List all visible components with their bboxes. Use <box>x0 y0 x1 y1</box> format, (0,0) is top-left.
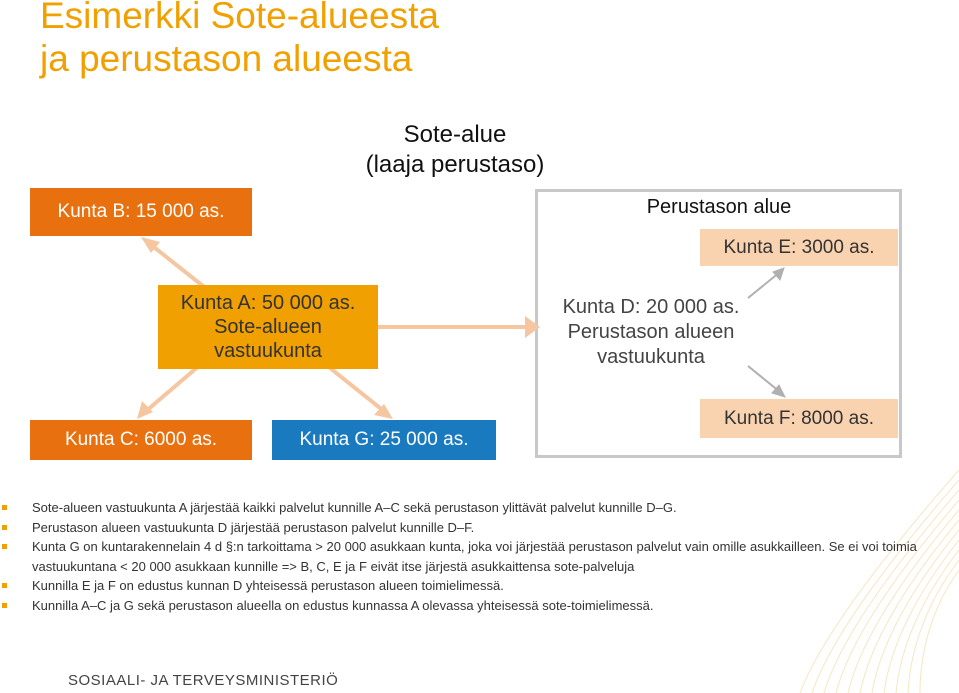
arrow-a-to-b <box>150 244 208 290</box>
bullet-icon <box>2 603 7 608</box>
bullet-text: Kunnilla E ja F on edustus kunnan D yhteisessä perustason alueen toimielimessä. <box>32 578 504 593</box>
kunta-a-line-2: Sote-alueen <box>214 316 322 338</box>
page-title <box>40 0 439 80</box>
bullet-item <box>0 596 959 616</box>
title-line-1: Esimerkki Sote-alueesta <box>40 0 439 36</box>
bullet-item <box>0 576 959 596</box>
perustaso-area-label: Perustason alue <box>646 196 792 218</box>
title-line-2: ja perustason alueesta <box>40 38 413 79</box>
kunta-d-line-3: vastuukunta <box>597 345 705 368</box>
kunta-a-box <box>158 285 378 369</box>
bullet-list <box>0 498 959 615</box>
bullet-text: Perustason alueen vastuukunta D järjestää perustason palvelut kunnille D–F. <box>32 519 475 535</box>
bullet-icon <box>2 525 7 530</box>
arrow-d-to-f <box>748 366 780 392</box>
kunta-d-line-2: Perustason alueen <box>567 320 735 343</box>
kunta-d-line-1: Kunta D: 20 000 as. <box>562 295 740 318</box>
bullet-text: Kunta G on kuntarakennelain 4 d §:n tarkoittama > 20 000 asukkaan kunta, joka voi järjestää perustason palvelut vain omille asukkailleen. Se ei voi toimia vastuukuntana < 20 000 asukkaan kunnille => B, C, E ja F eivät itse järjestä asukkaittensa sote-palveluja <box>32 539 917 574</box>
kunta-e-box: Kunta E: 3000 as. <box>700 229 898 266</box>
kunta-a-line-1: Kunta A: 50 000 as. <box>180 292 356 314</box>
bullet-item <box>0 498 959 518</box>
bullet-text: Kunnilla A–C ja G sekä perustason alueella on edustus kunnassa A olevassa yhteisessä sote-toimielimessä. <box>32 597 654 613</box>
sote-area-line-1: Sote-alue <box>403 121 507 148</box>
bullet-item <box>0 518 959 538</box>
bullet-icon <box>2 544 7 549</box>
arrow-a-to-c <box>145 365 200 412</box>
ministry-logo-text: SOSIAALI- JA TERVEYSMINISTERIÖ <box>68 672 339 689</box>
sote-area-line-2: (laaja perustaso) <box>365 151 545 178</box>
arrow-a-to-g <box>330 368 385 412</box>
sote-area-label <box>340 120 570 180</box>
bullet-item <box>0 537 959 576</box>
bullet-text: Sote-alueen vastuukunta A järjestää kaikki palvelut kunnille A–C sekä perustason ylittävät palvelut kunnille D–G. <box>32 500 677 515</box>
kunta-b-box: Kunta B: 15 000 as. <box>30 188 252 236</box>
bullet-icon <box>2 583 7 588</box>
bullet-icon <box>2 505 7 510</box>
kunta-d-box <box>548 296 754 368</box>
arrow-d-to-e <box>748 272 780 298</box>
kunta-c-box: Kunta C: 6000 as. <box>30 420 252 460</box>
kunta-a-line-3: vastuukunta <box>214 340 322 362</box>
kunta-f-box: Kunta F: 8000 as. <box>700 399 898 438</box>
kunta-g-box: Kunta G: 25 000 as. <box>272 420 496 460</box>
